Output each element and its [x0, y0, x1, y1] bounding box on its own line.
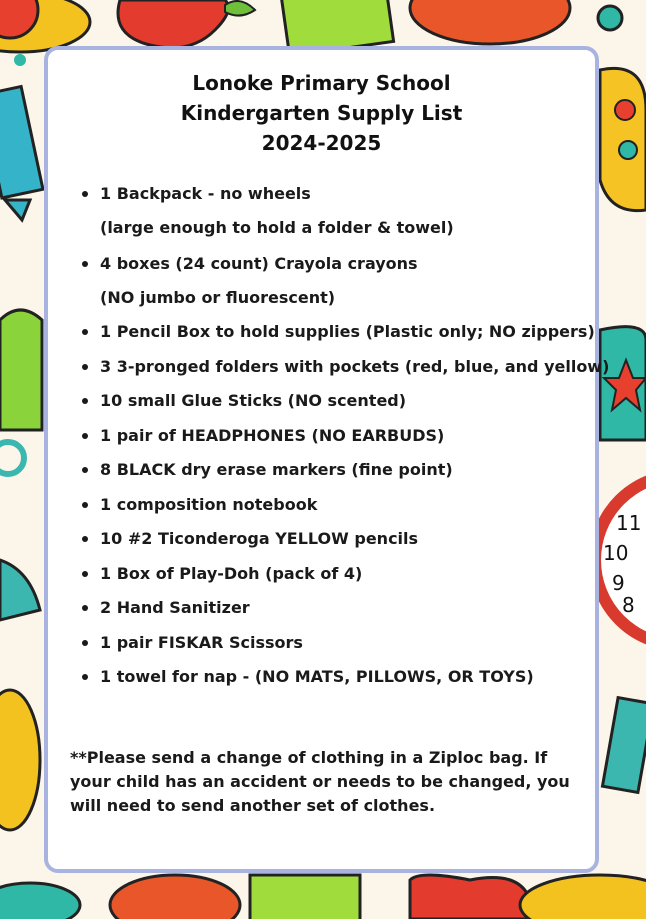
list-item: 1 pair of HEADPHONES (NO EARBUDS) — [100, 426, 444, 445]
list-item: 2 Hand Sanitizer — [100, 598, 250, 617]
school-name: Lonoke Primary School — [192, 71, 451, 95]
crayon-icon — [0, 87, 43, 220]
list-item: 1 towel for nap - (NO MATS, PILLOWS, OR TOYS) — [100, 667, 534, 686]
basketball-icon — [410, 0, 570, 44]
list-title: Kindergarten Supply List — [180, 101, 463, 125]
svg-text:9: 9 — [612, 571, 625, 595]
list-item: 8 BLACK dry erase markers (fine point) — [100, 460, 453, 479]
apple-icon — [118, 0, 255, 48]
star-icon — [600, 327, 646, 440]
list-item: 1 Box of Play-Doh (pack of 4) — [100, 564, 362, 583]
list-item: 3 3-pronged folders with pockets (red, blue, and yellow) — [100, 357, 609, 376]
scissors-icon — [0, 442, 40, 620]
list-item: 10 #2 Ticonderoga YELLOW pencils — [100, 529, 418, 548]
school-year: 2024-2025 — [261, 131, 382, 155]
svg-text:11: 11 — [616, 511, 642, 535]
list-item-note: (NO jumbo or fluorescent) — [100, 288, 336, 307]
supply-list-card — [44, 46, 610, 873]
list-item: 10 small Glue Sticks (NO scented) — [100, 391, 406, 410]
clothing-note: **Please send a change of clothing in a Ziploc bag. If your child has an accident or needs to be changed, you will need to send another set of clothes. — [70, 748, 570, 815]
planet-icon — [0, 0, 90, 52]
clock-icon — [595, 475, 646, 645]
list-item: 1 Pencil Box to hold supplies (Plastic only; NO zippers) — [100, 322, 595, 341]
list-item: 1 composition notebook — [100, 495, 317, 514]
svg-text:10: 10 — [603, 541, 629, 565]
list-item: 4 boxes (24 count) Crayola crayons — [100, 254, 418, 273]
list-item: 1 Backpack - no wheels — [100, 184, 311, 203]
list-item-note: (large enough to hold a folder & towel) — [100, 218, 454, 237]
svg-text:8: 8 — [622, 593, 635, 617]
list-item: 1 pair FISKAR Scissors — [100, 633, 303, 652]
